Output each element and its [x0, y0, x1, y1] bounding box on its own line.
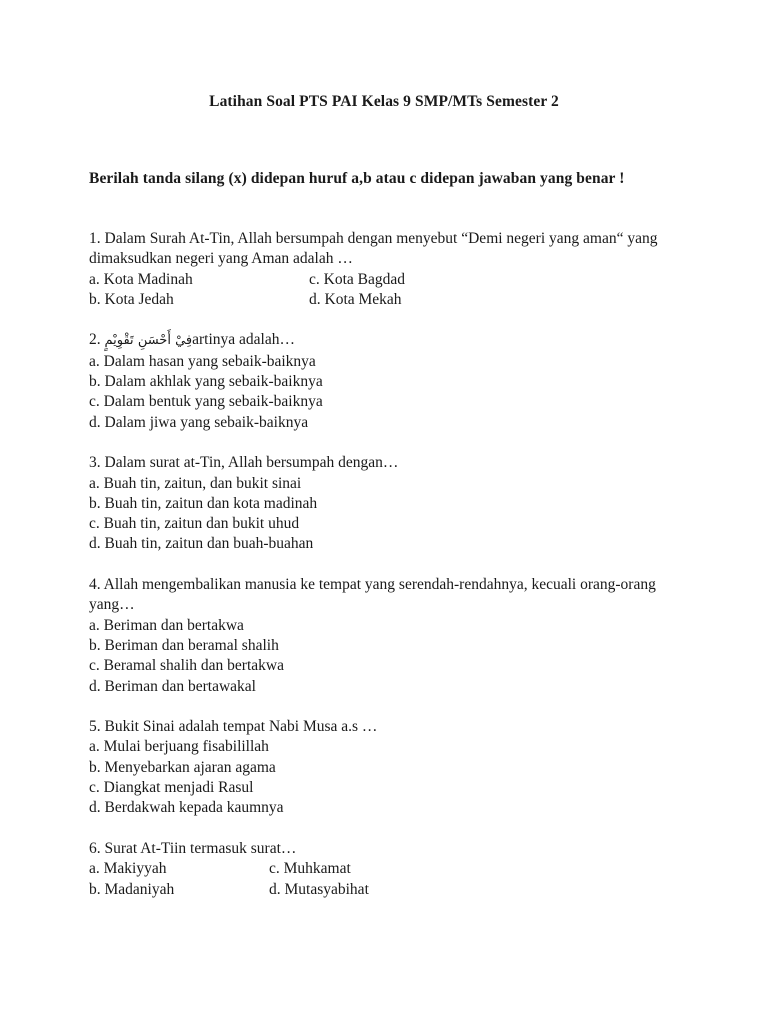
answer-option-a: a. Buah tin, zaitun, dan bukit sinai [89, 474, 302, 492]
arabic-phrase: فِيْ أَحْسَنِ تَقْوِيْمٍ [104, 333, 193, 349]
answer-option-d: d. Dalam jiwa yang sebaik-baiknya [89, 413, 309, 431]
answer-option-b: b. Buah tin, zaitun dan kota madinah [89, 494, 318, 512]
question-text: 1. Dalam Surah At-Tin, Allah bersumpah dengan menyebut “Demi negeri yang aman“ yang dimaksudkan negeri yang Aman adalah … [89, 230, 662, 268]
answer-option-b: b. Beriman dan beramal shalih [89, 636, 279, 654]
question-6 [89, 839, 689, 900]
document-title: Latihan Soal PTS PAI Kelas 9 SMP/MTs Semester 2 [209, 93, 559, 110]
answer-option-c: c. Buah tin, zaitun dan bukit uhud [89, 515, 300, 533]
question-text: 6. Surat At-Tiin termasuk surat… [89, 839, 297, 857]
answer-option-a: a. Dalam hasan yang sebaik-baiknya [89, 352, 316, 370]
answer-option-b: b. Kota Jedah [89, 290, 174, 308]
question-number: 2. [89, 331, 105, 349]
answer-option-d: d. Berdakwah kepada kaumnya [89, 799, 284, 817]
answer-option-c: c. Dalam bentuk yang sebaik-baiknya [89, 393, 323, 411]
question-text [89, 330, 689, 351]
answer-option-b: b. Menyebarkan ajaran agama [89, 758, 276, 776]
answer-option-a: a. Kota Madinah [89, 270, 193, 288]
answer-option-d: d. Beriman dan bertawakal [89, 677, 256, 695]
question-1 [89, 229, 689, 310]
answer-option-a: a. Makiyyah [89, 860, 167, 878]
question-3 [89, 453, 689, 554]
question-2 [89, 330, 689, 432]
instruction-text: Berilah tanda silang (x) didepan huruf a,b atau c didepan jawaban yang benar ! [89, 170, 625, 187]
answer-option-c: c. Diangkat menjadi Rasul [89, 779, 254, 797]
answer-options [89, 859, 689, 900]
question-suffix: artinya adalah… [192, 331, 295, 349]
answer-option-c: c. Kota Bagdad [309, 270, 405, 288]
answer-option-c: c. Beramal shalih dan bertakwa [89, 657, 284, 675]
answer-option-b: b. Madaniyah [89, 880, 175, 898]
question-list [89, 229, 689, 920]
answer-option-b: b. Dalam akhlak yang sebaik-baiknya [89, 373, 323, 391]
question-text: 3. Dalam surat at-Tin, Allah bersumpah dengan… [89, 454, 399, 472]
answer-option-d: d. Kota Mekah [309, 290, 402, 308]
answer-option-d: d. Mutasyabihat [269, 880, 369, 898]
answer-option-c: c. Muhkamat [269, 860, 351, 878]
answer-option-d: d. Buah tin, zaitun dan buah-buahan [89, 535, 314, 553]
question-5 [89, 717, 689, 818]
answer-option-a: a. Mulai berjuang fisabilillah [89, 738, 269, 756]
answer-option-a: a. Beriman dan bertakwa [89, 616, 244, 634]
question-text: 4. Allah mengembalikan manusia ke tempat yang serendah-rendahnya, kecuali orang-orang yang… [89, 576, 660, 614]
question-4 [89, 575, 689, 697]
question-text: 5. Bukit Sinai adalah tempat Nabi Musa a.s … [89, 718, 378, 736]
answer-options [89, 270, 689, 311]
